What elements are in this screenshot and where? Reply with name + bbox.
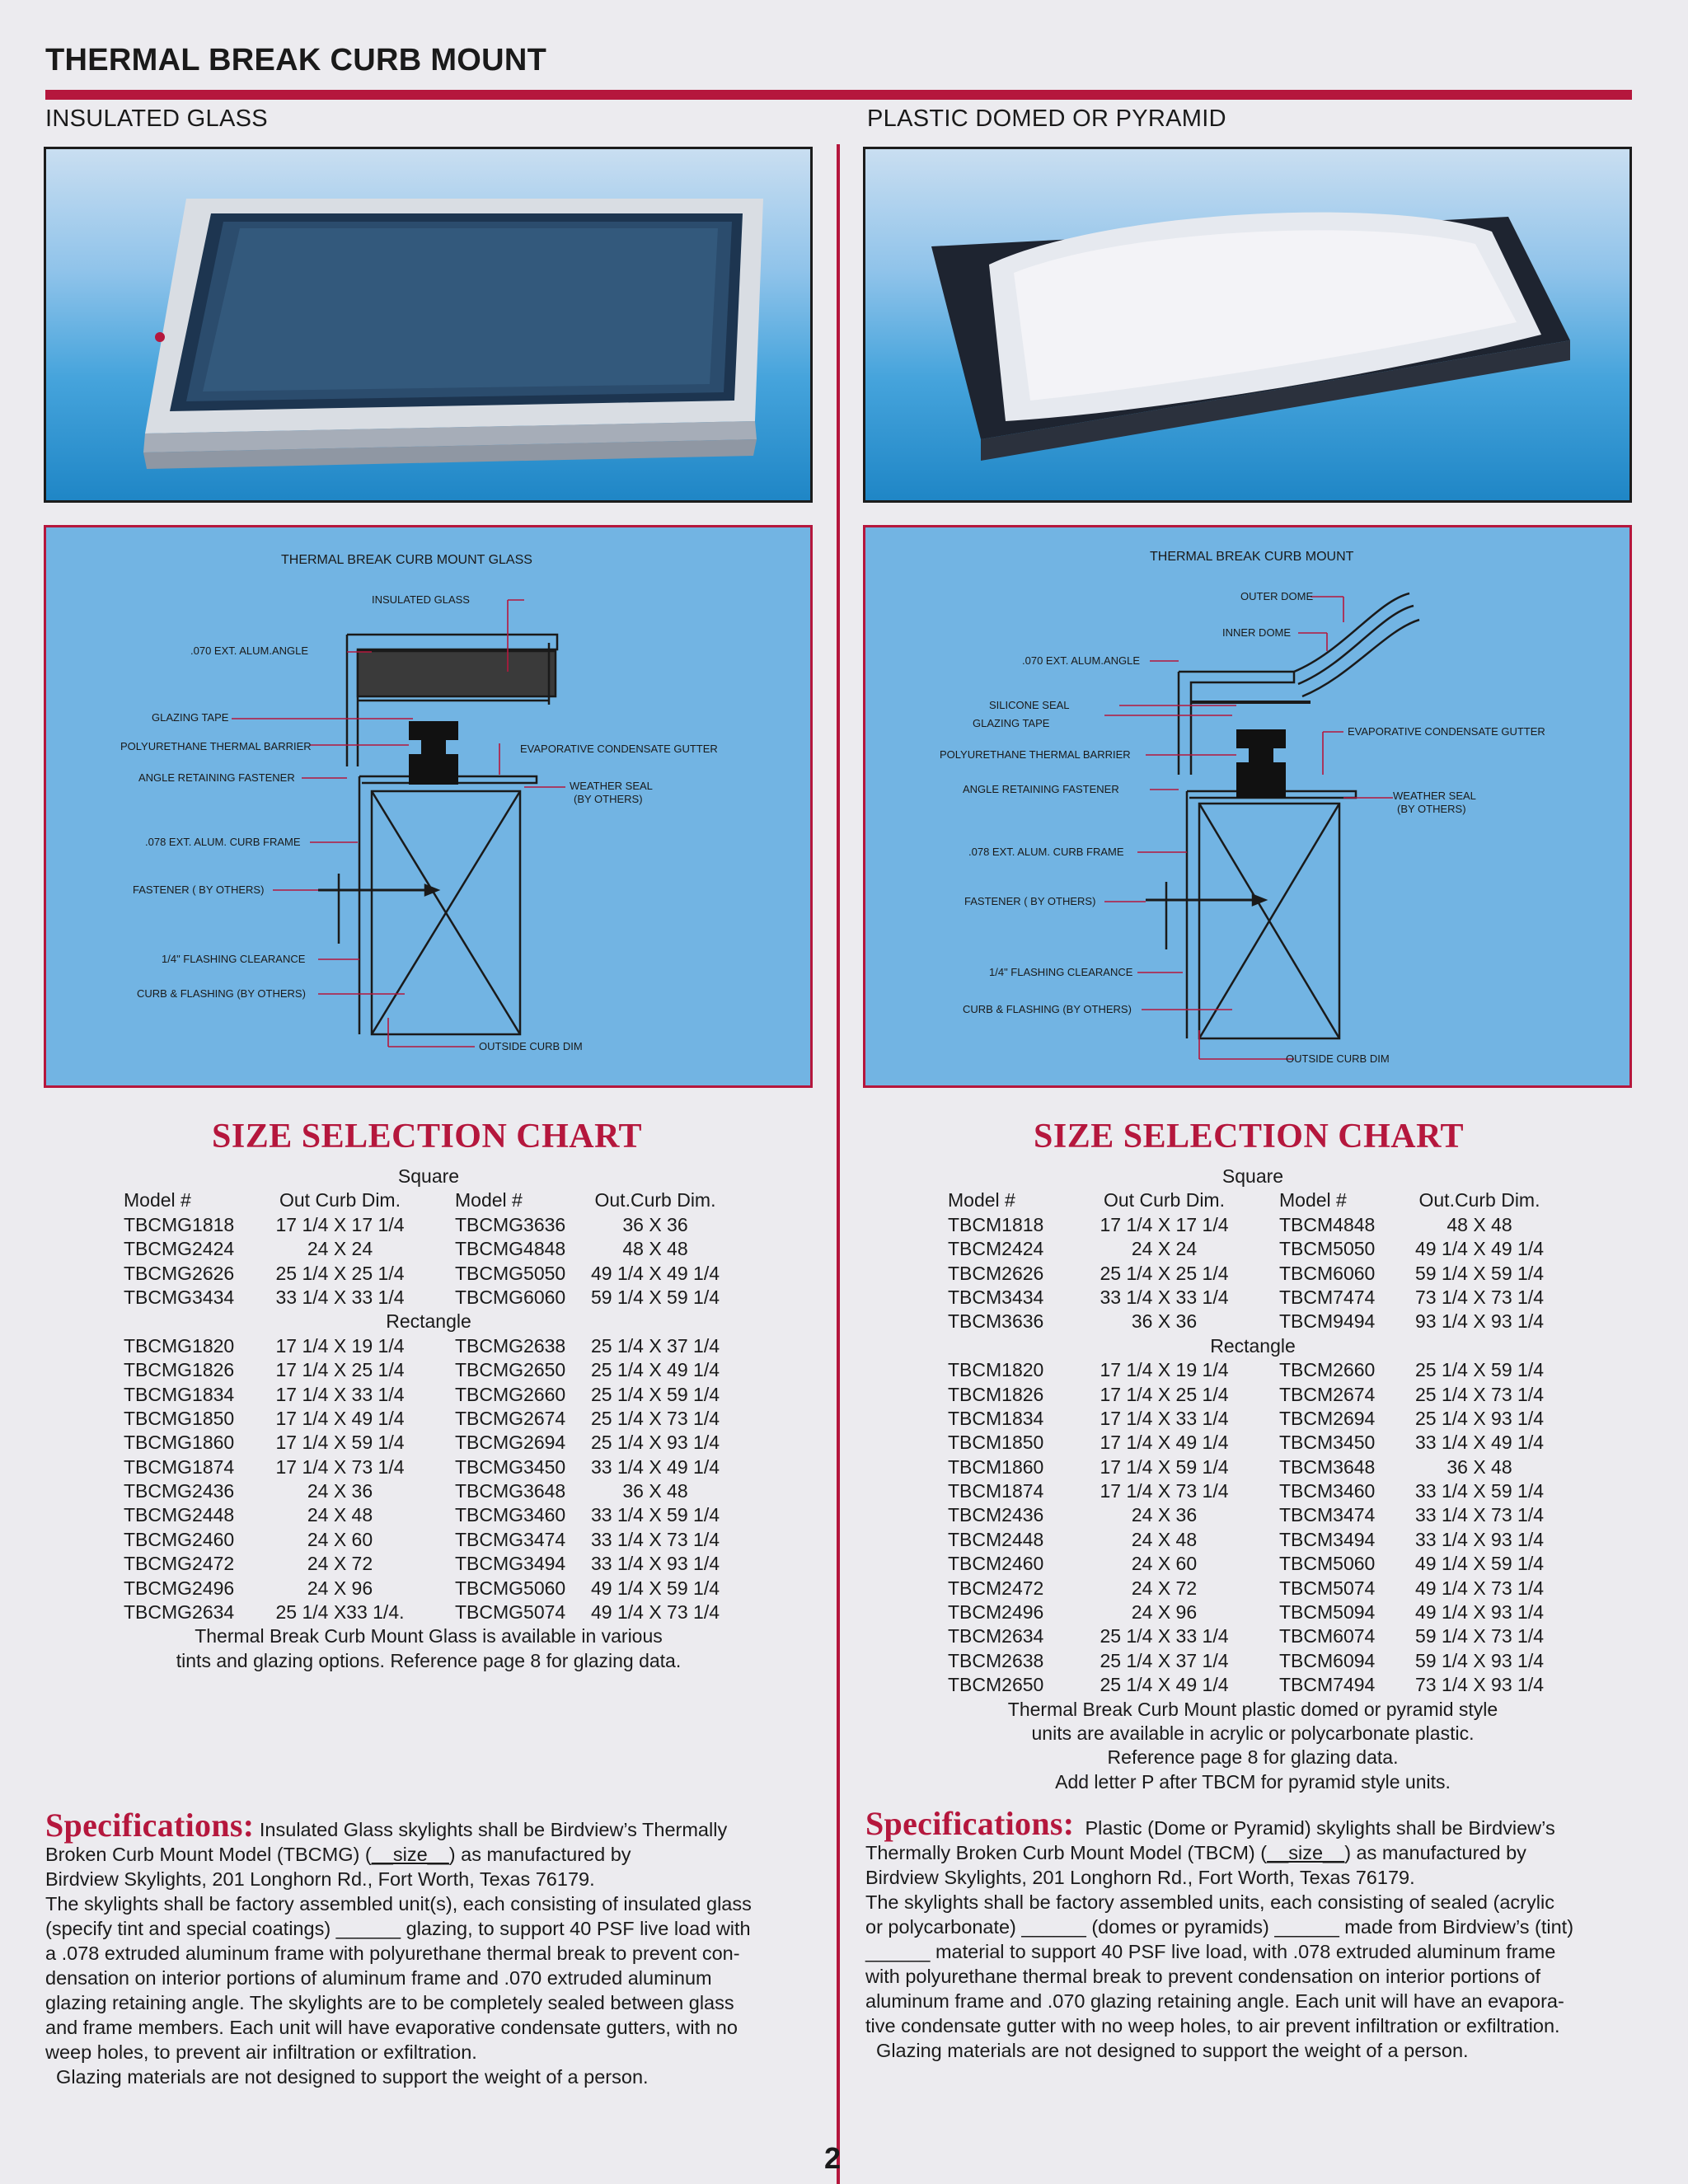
table-row: [124, 1431, 734, 1455]
cell: 33 1/4 X 59 1/4: [1414, 1480, 1544, 1502]
cell: TBCMG1850: [124, 1407, 235, 1429]
rectangle-label-text: Rectangle: [386, 1310, 471, 1333]
cell: TBCMG3434: [124, 1286, 235, 1308]
cell: 59 1/4 X 73 1/4: [1414, 1625, 1544, 1647]
cell: TBCMG5050: [455, 1262, 566, 1284]
cell: 33 1/4 X 33 1/4: [275, 1286, 405, 1308]
cell: 17 1/4 X 33 1/4: [1100, 1407, 1229, 1429]
chart-header-row: [948, 1188, 1558, 1212]
label-retaining-fastener: ANGLE RETAINING FASTENER: [963, 783, 1119, 795]
label-insulated-glass: INSULATED GLASS: [372, 593, 470, 606]
right-chart-title: SIZE SELECTION CHART: [1033, 1118, 1465, 1155]
cell: TBCM2674: [1279, 1383, 1376, 1405]
cell: 17 1/4 X 49 1/4: [275, 1407, 405, 1429]
cell: TBCM1826: [948, 1383, 1044, 1405]
label-angle: .070 EXT. ALUM.ANGLE: [190, 644, 309, 657]
cell: Out Curb Dim.: [279, 1189, 401, 1212]
cell: TBCM1874: [948, 1480, 1044, 1502]
cell: TBCMG1818: [124, 1213, 235, 1235]
square-label: [124, 1165, 734, 1188]
chart-note-text: units are available in acrylic or polycarbonate plastic.: [1031, 1722, 1475, 1744]
cell: 17 1/4 X 25 1/4: [1100, 1383, 1229, 1405]
cell: 73 1/4 X 93 1/4: [1414, 1674, 1544, 1696]
table-row: [124, 1479, 734, 1503]
cell: TBCM6074: [1279, 1625, 1376, 1647]
square-label-text: Square: [1221, 1165, 1284, 1187]
cell: TBCMG2650: [455, 1359, 566, 1381]
label-flashing-clearance: 1/4" FLASHING CLEARANCE: [989, 966, 1133, 978]
cell: 33 1/4 X 73 1/4: [1414, 1504, 1544, 1526]
cell: 25 1/4 X 37 1/4: [1100, 1649, 1229, 1671]
chart-note-text: Reference page 8 for glazing data.: [1107, 1746, 1399, 1769]
cell: TBCM2496: [948, 1601, 1044, 1624]
cell: 17 1/4 X 33 1/4: [275, 1383, 405, 1405]
cell: 24 X 24: [1131, 1238, 1198, 1260]
cell: TBCM2650: [948, 1674, 1044, 1696]
cell: TBCM4848: [1279, 1213, 1376, 1235]
cell: TBCMG2448: [124, 1504, 235, 1526]
chart-note-text: tints and glazing options. Reference page 8 for glazing data.: [176, 1649, 682, 1671]
label-by-others: (BY OTHERS): [574, 793, 643, 805]
table-row: [124, 1407, 734, 1431]
cell: 49 1/4 X 73 1/4: [1414, 1577, 1544, 1599]
cell: TBCM3474: [1279, 1504, 1376, 1526]
diagram-title: THERMAL BREAK CURB MOUNT: [1150, 550, 1354, 564]
chart-note: [124, 1624, 734, 1648]
cell: TBCMG5074: [455, 1601, 566, 1624]
cell: 17 1/4 X 73 1/4: [275, 1455, 405, 1478]
chart-note: [948, 1746, 1558, 1769]
label-retaining-fastener: ANGLE RETAINING FASTENER: [138, 771, 295, 784]
cell: TBCMG2674: [455, 1407, 566, 1429]
cell: 49 1/4 X 73 1/4: [590, 1601, 720, 1624]
cell: 25 1/4 X 49 1/4: [590, 1359, 720, 1381]
chart-header-row: [124, 1188, 734, 1212]
cell: 59 1/4 X 59 1/4: [1414, 1262, 1544, 1284]
cell: 24 X 24: [307, 1238, 373, 1260]
table-row: [948, 1479, 1558, 1503]
cell: 25 1/4 X 25 1/4: [1100, 1262, 1229, 1284]
cell: TBCMG6060: [455, 1286, 566, 1308]
cell: TBCM7494: [1279, 1674, 1376, 1696]
diagram-title: THERMAL BREAK CURB MOUNT GLASS: [281, 553, 532, 567]
label-outside-curb: OUTSIDE CURB DIM: [1286, 1052, 1390, 1065]
cell: TBCMG3460: [455, 1504, 566, 1526]
cell: 17 1/4 X 73 1/4: [1100, 1480, 1229, 1502]
cell: 59 1/4 X 59 1/4: [590, 1286, 720, 1308]
table-row: [948, 1358, 1558, 1382]
page-title: THERMAL BREAK CURB MOUNT: [45, 43, 547, 77]
table-row: [948, 1262, 1558, 1286]
left-column-heading: INSULATED GLASS: [45, 105, 268, 132]
label-inner-dome: INNER DOME: [1222, 626, 1292, 639]
left-size-chart: [124, 1165, 734, 1673]
cell: 33 1/4 X 73 1/4: [590, 1528, 720, 1550]
label-thermal-barrier: POLYURETHANE THERMAL BARRIER: [120, 740, 312, 752]
cell: TBCMG3450: [455, 1455, 566, 1478]
table-row: [948, 1383, 1558, 1407]
table-row: [124, 1503, 734, 1527]
cell: 25 1/4 X 37 1/4: [590, 1334, 720, 1357]
cell: Out.Curb Dim.: [1418, 1189, 1540, 1212]
table-row: [948, 1673, 1558, 1697]
cell: Out Curb Dim.: [1104, 1189, 1225, 1212]
cell: 25 1/4 X 73 1/4: [1414, 1383, 1544, 1405]
cell: 24 X 36: [1131, 1504, 1198, 1526]
table-row: [124, 1286, 734, 1310]
right-section-diagram: [863, 525, 1632, 1088]
chart-note: [948, 1722, 1558, 1746]
cell: 36 X 36: [1131, 1310, 1198, 1333]
spec-heading: Specifications:: [865, 1805, 1075, 1842]
table-row: [124, 1577, 734, 1601]
table-row: [124, 1383, 734, 1407]
cell: TBCM5074: [1279, 1577, 1376, 1599]
table-row: [948, 1407, 1558, 1431]
cell: TBCMG2634: [124, 1601, 235, 1624]
cell: 17 1/4 X 19 1/4: [275, 1334, 405, 1357]
chart-note: [124, 1649, 734, 1673]
cell: 33 1/4 X 59 1/4: [590, 1504, 720, 1526]
table-row: [948, 1213, 1558, 1237]
cell: 33 1/4 X 93 1/4: [590, 1553, 720, 1575]
cell: 25 1/4 X 59 1/4: [1414, 1359, 1544, 1381]
cell: TBCMG2424: [124, 1238, 235, 1260]
cell: TBCM2634: [948, 1625, 1044, 1647]
cell: TBCM3648: [1279, 1455, 1376, 1478]
chart-note: [948, 1698, 1558, 1722]
cell: TBCMG1834: [124, 1383, 235, 1405]
cell: 17 1/4 X 17 1/4: [275, 1213, 405, 1235]
insulated-glass-photo: [44, 147, 813, 503]
cell: 17 1/4 X 49 1/4: [1100, 1432, 1229, 1454]
label-thermal-barrier: POLYURETHANE THERMAL BARRIER: [940, 748, 1131, 761]
cell: TBCM1834: [948, 1407, 1044, 1429]
column-divider: [837, 144, 840, 2184]
cell: Model #: [455, 1189, 523, 1212]
cell: 24 X 48: [307, 1504, 373, 1526]
cell: TBCM3636: [948, 1310, 1044, 1333]
cell: 33 1/4 X 33 1/4: [1100, 1286, 1229, 1308]
label-glazing-tape: GLAZING TAPE: [973, 717, 1050, 729]
cell: 24 X 48: [1131, 1528, 1198, 1550]
cell: TBCM2436: [948, 1504, 1044, 1526]
cell: 33 1/4 X 49 1/4: [1414, 1432, 1544, 1454]
table-row: [124, 1237, 734, 1261]
table-row: [948, 1649, 1558, 1673]
cell: 24 X 72: [307, 1553, 373, 1575]
cell: TBCM9494: [1279, 1310, 1376, 1333]
cell: TBCM1850: [948, 1432, 1044, 1454]
cell: TBCMG2694: [455, 1432, 566, 1454]
cell: 93 1/4 X 93 1/4: [1414, 1310, 1544, 1333]
cell: TBCM1820: [948, 1359, 1044, 1381]
cell: 49 1/4 X 49 1/4: [1414, 1238, 1544, 1260]
table-row: [948, 1431, 1558, 1455]
cell: Model #: [1279, 1189, 1347, 1212]
cell: Model #: [948, 1189, 1015, 1212]
chart-note-text: Thermal Break Curb Mount plastic domed or pyramid style: [1007, 1698, 1498, 1720]
cell: 33 1/4 X 93 1/4: [1414, 1528, 1544, 1550]
square-label: [948, 1165, 1558, 1188]
label-silicone-seal: SILICONE SEAL: [989, 699, 1070, 711]
table-row: [124, 1213, 734, 1237]
cell: TBCMG3494: [455, 1553, 566, 1575]
cell: Model #: [124, 1189, 191, 1212]
cell: TBCMG2460: [124, 1528, 235, 1550]
cell: TBCMG1826: [124, 1359, 235, 1381]
label-curb-flashing: CURB & FLASHING (BY OTHERS): [137, 987, 306, 1000]
cell: TBCMG2436: [124, 1480, 235, 1502]
label-by-others: (BY OTHERS): [1397, 803, 1466, 815]
label-fastener: FASTENER ( BY OTHERS): [133, 883, 265, 896]
plastic-dome-photo: [863, 147, 1632, 503]
right-specifications: Specifications: Plastic (Dome or Pyramid) skylights shall be Birdview’s Thermally Broken Curb Mount Model (TBCM) (__size__) as manufactured by Birdview Skylights, 201 Longhorn Rd., Fort Worth, Texas 76179. The skylights shall be factory assembled units, each consisting of sealed (acrylic or polycarbonate) ______ (domes or pyramids) ______ made from Birdview’s (tint) ______ material to support 40 PSF live load, with .078 extruded aluminum frame with polyurethane thermal break to prevent condensation on interior portions of aluminum frame and .070 glazing retaining angle. Each unit will have an evapora- tive condensate gutter with no weep holes, to air prevent infiltration or exfiltration. Glazing materials are not designed to support the weight of a person.: [865, 1805, 1574, 2061]
cell: 24 X 60: [307, 1528, 373, 1550]
label-outer-dome: OUTER DOME: [1240, 590, 1314, 602]
cell: 25 1/4 X 59 1/4: [590, 1383, 720, 1405]
cell: TBCM3494: [1279, 1528, 1376, 1550]
cell: TBCMG2626: [124, 1262, 235, 1284]
cell: 48 X 48: [622, 1238, 688, 1260]
cell: 25 1/4 X 93 1/4: [1414, 1407, 1544, 1429]
cell: TBCMG2472: [124, 1553, 235, 1575]
cell: TBCM2660: [1279, 1359, 1376, 1381]
label-flashing-clearance: 1/4" FLASHING CLEARANCE: [162, 953, 306, 965]
cell: TBCMG4848: [455, 1238, 566, 1260]
cell: 17 1/4 X 17 1/4: [1100, 1213, 1229, 1235]
table-row: [948, 1528, 1558, 1552]
table-row: [124, 1552, 734, 1576]
cell: TBCM2694: [1279, 1407, 1376, 1429]
table-row: [124, 1601, 734, 1624]
table-row: [124, 1358, 734, 1382]
cell: 25 1/4 X 25 1/4: [275, 1262, 405, 1284]
cell: TBCM3434: [948, 1286, 1044, 1308]
label-outside-curb: OUTSIDE CURB DIM: [479, 1040, 583, 1052]
table-row: [948, 1552, 1558, 1576]
cell: 25 1/4 X33 1/4.: [275, 1601, 405, 1624]
cell: 49 1/4 X 59 1/4: [1414, 1553, 1544, 1575]
left-section-diagram: [44, 525, 813, 1088]
table-row: [948, 1624, 1558, 1648]
label-weather-seal: WEATHER SEAL: [570, 780, 653, 792]
left-specifications: Specifications: Insulated Glass skylights shall be Birdview’s Thermally Broken Curb Mount Model (TBCMG) (__size__) as manufactured by Birdview Skylights, 201 Longhorn Rd., Fort Worth, Texas 76179. The skylights shall be factory assembled unit(s), each consisting of insulated glass (specify tint and special coatings) ______ glazing, to support 40 PSF live load with a .078 extruded aluminum frame with polyurethane thermal break to prevent con- densation on interior portions of aluminum frame and .070 extruded aluminum glazing retaining angle. The skylights are to be completely sealed between glass and frame members. Each unit will have evaporative condensate gutters, with no weep holes, to prevent air infiltration or exfiltration. Glazing materials are not designed to support the weight of a person.: [45, 1807, 752, 2088]
cell: 24 X 96: [307, 1577, 373, 1599]
cell: 49 1/4 X 93 1/4: [1414, 1601, 1544, 1624]
table-row: [948, 1503, 1558, 1527]
cell: 17 1/4 X 25 1/4: [275, 1359, 405, 1381]
cell: TBCM2460: [948, 1553, 1044, 1575]
table-row: [124, 1262, 734, 1286]
cell: TBCM1860: [948, 1455, 1044, 1478]
label-curb-frame: .078 EXT. ALUM. CURB FRAME: [145, 836, 301, 848]
cell: TBCMG3474: [455, 1528, 566, 1550]
chart-note: [948, 1770, 1558, 1794]
label-gutter: EVAPORATIVE CONDENSATE GUTTER: [520, 743, 718, 755]
cell: TBCM6094: [1279, 1649, 1376, 1671]
label-glazing-tape: GLAZING TAPE: [152, 711, 229, 724]
cell: 24 X 96: [1131, 1601, 1198, 1624]
cell: TBCMG3636: [455, 1213, 566, 1235]
cell: 33 1/4 X 49 1/4: [590, 1455, 720, 1478]
cell: TBCMG2638: [455, 1334, 566, 1357]
table-row: [124, 1455, 734, 1479]
cell: 36 X 48: [1447, 1455, 1512, 1478]
cell: TBCM5050: [1279, 1238, 1376, 1260]
label-fastener: FASTENER ( BY OTHERS): [964, 895, 1096, 907]
label-curb-flashing: CURB & FLASHING (BY OTHERS): [963, 1003, 1132, 1015]
label-angle: .070 EXT. ALUM.ANGLE: [1022, 654, 1141, 667]
cell: 25 1/4 X 49 1/4: [1100, 1674, 1229, 1696]
label-curb-frame: .078 EXT. ALUM. CURB FRAME: [968, 846, 1124, 858]
title-rule: [45, 90, 1632, 100]
cell: 24 X 36: [307, 1480, 373, 1502]
cell: 17 1/4 X 59 1/4: [275, 1432, 405, 1454]
spec-heading: Specifications:: [45, 1807, 255, 1844]
cell: TBCM3460: [1279, 1480, 1376, 1502]
cell: TBCMG3648: [455, 1480, 566, 1502]
cell: TBCM1818: [948, 1213, 1044, 1235]
table-row: [948, 1455, 1558, 1479]
cell: TBCM5060: [1279, 1553, 1376, 1575]
cell: 25 1/4 X 93 1/4: [590, 1432, 720, 1454]
cell: 59 1/4 X 93 1/4: [1414, 1649, 1544, 1671]
cell: TBCM3450: [1279, 1432, 1376, 1454]
table-row: [948, 1286, 1558, 1310]
table-row: [124, 1334, 734, 1358]
table-row: [948, 1577, 1558, 1601]
cell: Out.Curb Dim.: [594, 1189, 716, 1212]
cell: TBCMG5060: [455, 1577, 566, 1599]
rectangle-label: [948, 1334, 1558, 1358]
cell: 24 X 72: [1131, 1577, 1198, 1599]
cell: 49 1/4 X 59 1/4: [590, 1577, 720, 1599]
cell: TBCM7474: [1279, 1286, 1376, 1308]
cell: 73 1/4 X 73 1/4: [1414, 1286, 1544, 1308]
left-chart-title: SIZE SELECTION CHART: [211, 1118, 643, 1155]
chart-note-text: Add letter P after TBCM for pyramid style units.: [1055, 1770, 1451, 1793]
table-row: [948, 1237, 1558, 1261]
table-row: [124, 1528, 734, 1552]
cell: TBCM2448: [948, 1528, 1044, 1550]
cell: TBCM2424: [948, 1238, 1044, 1260]
label-weather-seal: WEATHER SEAL: [1393, 790, 1476, 802]
page-number: 2: [824, 2141, 842, 2175]
label-gutter: EVAPORATIVE CONDENSATE GUTTER: [1348, 725, 1545, 738]
cell: TBCM2472: [948, 1577, 1044, 1599]
cell: TBCMG1860: [124, 1432, 235, 1454]
table-row: [948, 1310, 1558, 1333]
cell: 17 1/4 X 19 1/4: [1100, 1359, 1229, 1381]
rectangle-label: [124, 1310, 734, 1333]
cell: TBCMG1820: [124, 1334, 235, 1357]
right-size-chart: [948, 1165, 1558, 1794]
square-label-text: Square: [397, 1165, 460, 1187]
cell: 17 1/4 X 59 1/4: [1100, 1455, 1229, 1478]
cell: TBCMG2660: [455, 1383, 566, 1405]
cell: TBCMG1874: [124, 1455, 235, 1478]
chart-note-text: Thermal Break Curb Mount Glass is available in various: [195, 1625, 663, 1647]
cell: 49 1/4 X 49 1/4: [590, 1262, 720, 1284]
cell: 48 X 48: [1447, 1213, 1512, 1235]
rectangle-label-text: Rectangle: [1210, 1334, 1296, 1357]
cell: TBCM2638: [948, 1649, 1044, 1671]
cell: 25 1/4 X 73 1/4: [590, 1407, 720, 1429]
cell: TBCM5094: [1279, 1601, 1376, 1624]
cell: TBCM2626: [948, 1262, 1044, 1284]
right-column-heading: PLASTIC DOMED OR PYRAMID: [867, 105, 1226, 132]
cell: 36 X 48: [622, 1480, 688, 1502]
cell: 25 1/4 X 33 1/4: [1100, 1625, 1229, 1647]
cell: 24 X 60: [1131, 1553, 1198, 1575]
cell: TBCM6060: [1279, 1262, 1376, 1284]
cell: TBCMG2496: [124, 1577, 235, 1599]
table-row: [948, 1601, 1558, 1624]
cell: 36 X 36: [622, 1213, 688, 1235]
